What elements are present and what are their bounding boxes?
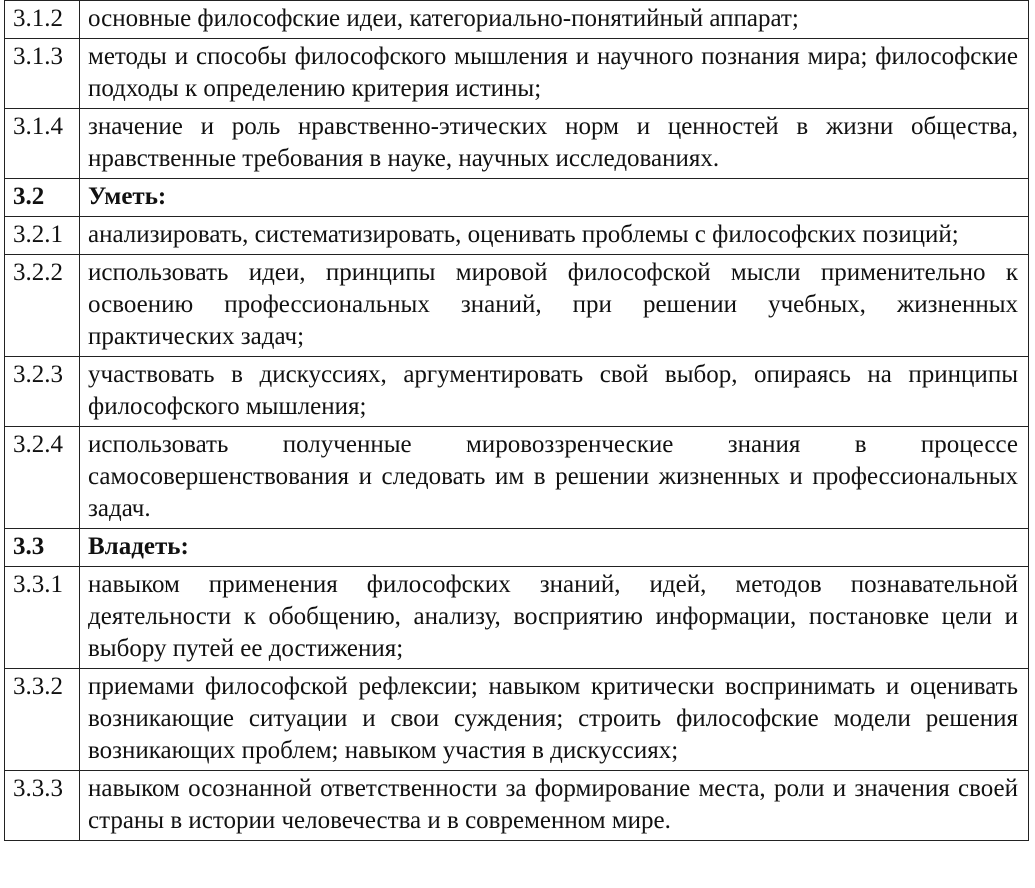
table-row bbox=[5, 109, 1029, 179]
row-text: приемами философской рефлексии; навыком критически воспринимать и оценивать возникающие ситуации и свои суждения; строить философские модели решения возникающих проблем; навыком участия в дискуссиях; bbox=[80, 669, 1029, 771]
row-number: 3.1.4 bbox=[5, 109, 80, 179]
section-title: Владеть: bbox=[80, 529, 1029, 567]
section-title: Уметь: bbox=[80, 179, 1029, 217]
row-text: навыком применения философских знаний, идей, методов познавательной деятельности к обобщению, анализу, восприятию информации, постановке цели и выбору путей ее достижения; bbox=[80, 567, 1029, 669]
competency-table bbox=[4, 0, 1029, 841]
table-row bbox=[5, 217, 1029, 255]
row-text: анализировать, систематизировать, оценивать проблемы с философских позиций; bbox=[80, 217, 1029, 255]
table-row bbox=[5, 357, 1029, 427]
row-number: 3.2.3 bbox=[5, 357, 80, 427]
row-text: использовать идеи, принципы мировой философской мысли применительно к освоению профессиональных знаний, при решении учебных, жизненных практических задач; bbox=[80, 255, 1029, 357]
section-header-row bbox=[5, 529, 1029, 567]
row-number: 3.2.1 bbox=[5, 217, 80, 255]
table-row bbox=[5, 39, 1029, 109]
row-text: навыком осознанной ответственности за формирование места, роли и значения своей страны в истории человечества и в современном мире. bbox=[80, 771, 1029, 841]
section-number: 3.2 bbox=[5, 179, 80, 217]
row-number: 3.1.2 bbox=[5, 1, 80, 39]
row-text: основные философские идеи, категориально-понятийный аппарат; bbox=[80, 1, 1029, 39]
row-text: методы и способы философского мышления и научного познания мира; философские подходы к определению критерия истины; bbox=[80, 39, 1029, 109]
section-number: 3.3 bbox=[5, 529, 80, 567]
row-number: 3.3.2 bbox=[5, 669, 80, 771]
row-number: 3.2.2 bbox=[5, 255, 80, 357]
section-header-row bbox=[5, 179, 1029, 217]
table-row bbox=[5, 669, 1029, 771]
row-number: 3.3.3 bbox=[5, 771, 80, 841]
row-text: участвовать в дискуссиях, аргументировать свой выбор, опираясь на принципы философского мышления; bbox=[80, 357, 1029, 427]
row-text: значение и роль нравственно-этических норм и ценностей в жизни общества, нравственные требования в науке, научных исследованиях. bbox=[80, 109, 1029, 179]
table-row bbox=[5, 1, 1029, 39]
row-number: 3.1.3 bbox=[5, 39, 80, 109]
row-number: 3.2.4 bbox=[5, 427, 80, 529]
table-row bbox=[5, 427, 1029, 529]
table-row bbox=[5, 255, 1029, 357]
row-number: 3.3.1 bbox=[5, 567, 80, 669]
table-row bbox=[5, 771, 1029, 841]
table-row bbox=[5, 567, 1029, 669]
row-text: использовать полученные мировоззренческие знания в процессе самосовершенствования и следовать им в решении жизненных и профессиональных задач. bbox=[80, 427, 1029, 529]
